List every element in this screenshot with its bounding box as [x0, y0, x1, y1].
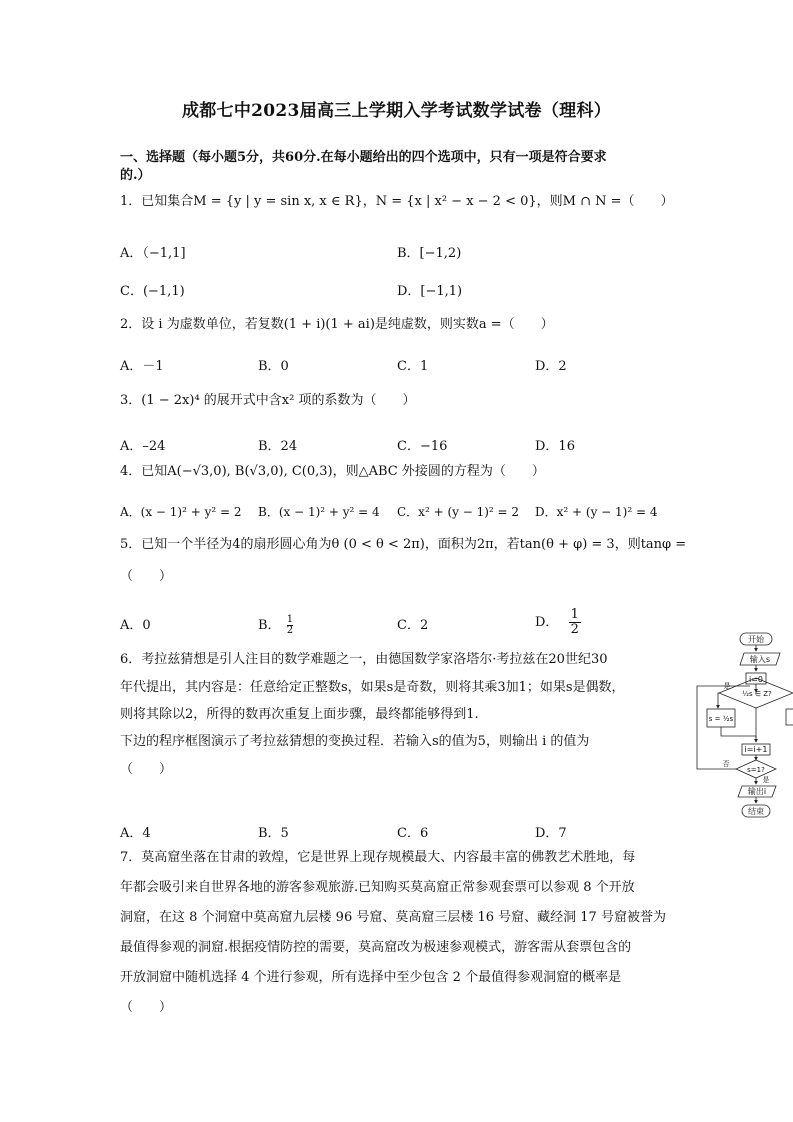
flowchart-incr-label: i=i+1 [744, 745, 768, 754]
question-3-stem: 3．(1 − 2x)⁴ 的展开式中含x² 项的系数为（ ） [120, 393, 416, 408]
question-5-line2: （ ） [120, 569, 173, 584]
question-1-stem: 1．已知集合M = {y | y = sin x, x ∈ R}，N = {x | x² − x − 2 < 0}，则M ∩ N =（ ） [120, 194, 674, 209]
question-6-line3: 则将其除以2，所得的数再次重复上面步骤，最终都能够得到1. [120, 707, 479, 722]
question-1-option-c: C．(−1,1) [120, 284, 185, 299]
question-4-option-d: D．x² + (y − 1)² = 4 [535, 505, 658, 519]
question-5-line1: 5．已知一个半径为4的扇形圆心角为θ (0 < θ < 2π)，面积为2π，若tan(θ + φ) = 3，则tanφ = [120, 537, 687, 552]
question-6-option-b: B．5 [258, 826, 289, 841]
question-7-line6: （ ） [120, 1000, 173, 1015]
flowchart-input-label: 输入s [749, 655, 771, 664]
question-5-option-c: C．2 [397, 618, 429, 633]
question-7-line5: 开放洞窟中随机选择 4 个进行参观，所有选择中至少包含 2 个最值得参观洞窟的概率是 [120, 970, 622, 985]
question-4-stem: 4．已知A(−√3,0), B(√3,0), C(0,3)，则△ABC 外接圆的方程为（ ） [120, 464, 545, 479]
question-6-line5: （ ） [120, 762, 173, 777]
flowchart-end-label: 结束 [748, 807, 764, 816]
flowchart-output-label: 输出i [747, 787, 767, 796]
question-5-option-d [535, 608, 581, 637]
question-1-option-a: A．（−1,1] [120, 246, 186, 261]
fraction-one-half-b [287, 615, 293, 636]
question-1-option-b: B．[−1,2) [397, 246, 462, 261]
question-4-option-b: B．(x − 1)² + y² = 4 [258, 505, 380, 519]
flowchart-assign-label: s = ½s [708, 715, 734, 723]
question-6-option-c: C．6 [397, 826, 429, 841]
flowchart-right-box [786, 709, 793, 725]
question-6-option-d: D．7 [535, 826, 567, 841]
question-7-line2: 年都会吸引来自世界各地的游客参观旅游.已知购买莫高窟正常参观套票可以参观 8 个开放 [120, 880, 635, 895]
flowchart-no2-label: 否 [730, 714, 731, 715]
flowchart-yes-label: 是 [723, 682, 731, 690]
question-6-option-a: A．4 [120, 826, 151, 841]
question-2-option-c: C．1 [397, 359, 429, 374]
question-5-option-a: A．0 [120, 618, 151, 633]
question-7-line3: 洞窟，在这 8 个洞窟中莫高窟九层楼 96 号窟、莫高窟三层楼 16 号窟、藏经洞 17 号窟被誉为 [120, 910, 666, 925]
flowchart-yes2-label: 是 [762, 776, 770, 784]
question-2-option-d: D．2 [535, 359, 567, 374]
question-7-line4: 最值得参观的洞窟.根据疫情防控的需要，莫高窟改为极速参观模式，游客需从套票包含的 [120, 940, 632, 955]
question-3-option-c: C．−16 [397, 439, 448, 454]
question-6-line2: 年代提出，其内容是：任意给定正整数s，如果s是奇数，则将其乘3加1；如果s是偶数， [120, 680, 625, 695]
section-heading-line2: 的.） [120, 168, 151, 183]
question-4-option-c: C．x² + (y − 1)² = 2 [397, 505, 520, 519]
question-1-option-d: D．[−1,1) [397, 284, 463, 299]
flowchart-start-label: 开始 [748, 635, 764, 644]
flowchart [690, 630, 793, 830]
question-6-line1: 6．考拉兹猜想是引人注目的数学难题之一，由德国数学家洛塔尔·考拉兹在20世纪30 [120, 652, 608, 667]
fraction-b-numerator: 1 [286, 614, 294, 625]
flowchart-init-label: i=0 [748, 675, 764, 684]
flowchart-no-label: 否 [722, 760, 730, 768]
question-5-option-b [258, 614, 293, 636]
question-5-option-b-label: B． [258, 618, 281, 633]
question-3-option-d: D．16 [535, 439, 575, 454]
fraction-d-denominator: 2 [570, 622, 579, 637]
question-2-option-a: A．－1 [120, 359, 164, 374]
question-6-line4: 下边的程序框图演示了考拉兹猜想的变换过程．若输入s的值为5，则输出 i 的值为 [120, 734, 590, 749]
question-2-option-b: B．0 [258, 359, 289, 374]
question-3-option-b: B．24 [258, 439, 298, 454]
question-2-stem: 2．设 i 为虚数单位，若复数(1 + i)(1 + ai)是纯虚数，则实数a =（ ） [120, 317, 554, 332]
fraction-one-half-d [569, 608, 581, 637]
page-title: 成都七中2023届高三上学期入学考试数学试卷（理科） [181, 101, 612, 121]
flowchart-check-label: s=1? [747, 766, 765, 774]
fraction-d-numerator: 1 [570, 607, 579, 622]
fraction-b-denominator: 2 [286, 625, 294, 636]
section-heading-line1: 一、选择题（每小题5分，共60分.在每小题给出的四个选项中，只有一项是符合要求 [120, 150, 607, 165]
question-4-option-a: A．(x − 1)² + y² = 2 [120, 505, 242, 519]
flowchart-condition-label: ½s ∈ Z? [742, 690, 772, 698]
question-7-line1: 7．莫高窟坐落在甘肃的敦煌，它是世界上现存规模最大、内容最丰富的佛教艺术胜地，每 [120, 850, 636, 865]
question-5-option-d-label: D． [535, 615, 559, 630]
question-3-option-a: A．–24 [120, 439, 166, 454]
